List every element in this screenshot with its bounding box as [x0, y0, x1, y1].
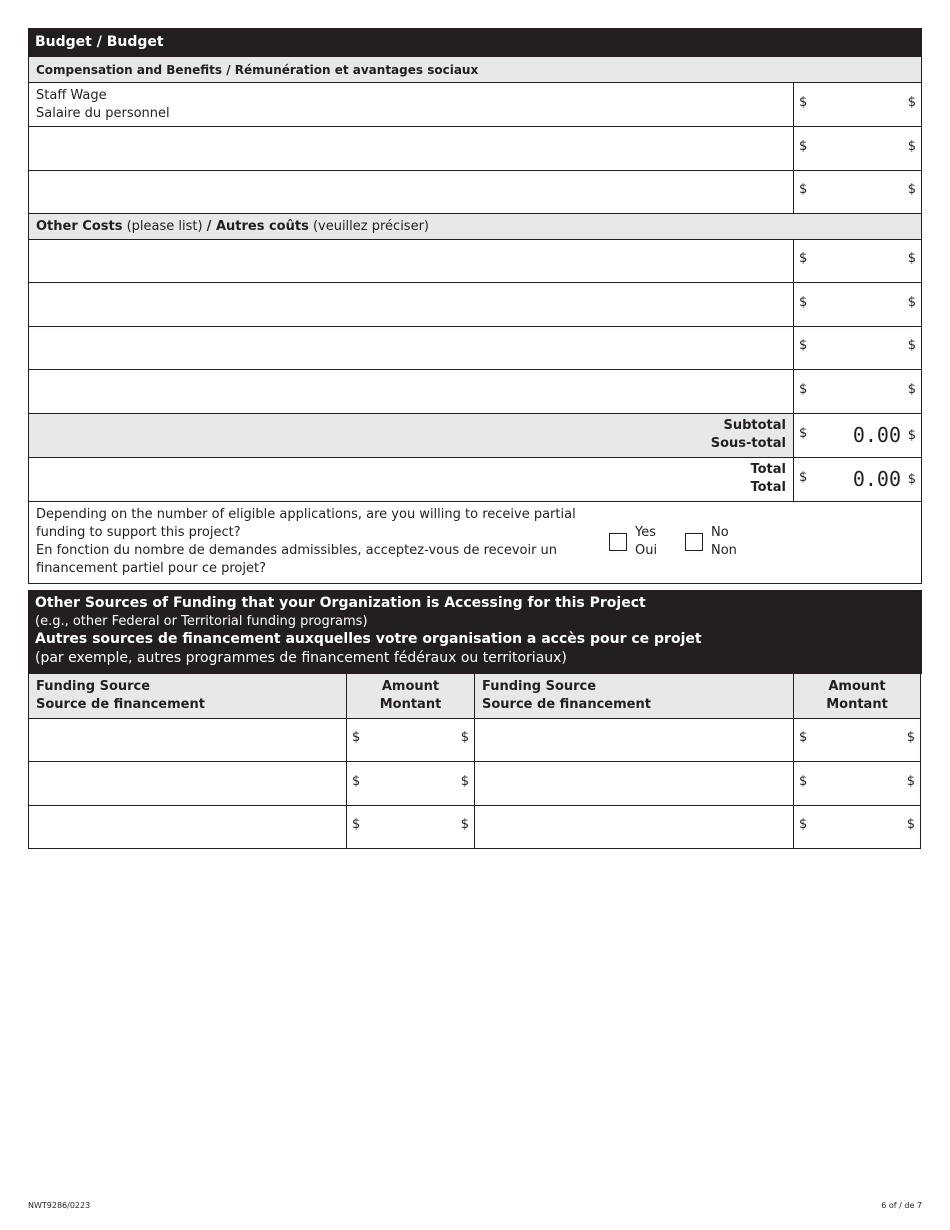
currency-symbol: $ — [460, 774, 469, 789]
page-number: 6 of / de 7 — [881, 1201, 922, 1210]
funding-amount-input[interactable] — [793, 761, 921, 806]
currency-symbol: $ — [352, 774, 361, 789]
currency-symbol: $ — [907, 382, 916, 397]
currency-symbol: $ — [799, 426, 808, 441]
subtotal-value: 0.00 — [852, 423, 901, 447]
currency-symbol: $ — [799, 817, 808, 832]
staff-wage-label — [28, 82, 794, 127]
compensation-amount-input[interactable] — [793, 126, 922, 171]
funding-amount-input[interactable] — [346, 805, 475, 849]
column-header-amount — [346, 673, 475, 719]
column-header-amount-fr: Montant — [826, 697, 888, 712]
funding-source-input[interactable] — [474, 805, 794, 849]
column-header-source — [28, 673, 347, 719]
total-label-en: Total — [750, 462, 786, 477]
column-header-source-fr: Source de financement — [482, 697, 651, 712]
currency-symbol: $ — [906, 774, 915, 789]
compensation-amount-input[interactable] — [793, 170, 922, 214]
budget-title: Budget / Budget — [28, 28, 922, 56]
other-costs-header — [28, 213, 922, 240]
total-label — [28, 457, 794, 502]
currency-symbol: $ — [460, 817, 469, 832]
compensation-header: Compensation and Benefits / Rémunération et avantages sociaux — [28, 56, 922, 83]
compensation-item-input[interactable] — [28, 170, 794, 214]
currency-symbol: $ — [907, 338, 916, 353]
currency-symbol: $ — [799, 251, 808, 266]
column-header-source-en: Funding Source — [36, 679, 151, 694]
other-sources-title-en: Other Sources of Funding that your Organization is Accessing for this Project — [35, 595, 646, 611]
column-header-source — [474, 673, 794, 719]
currency-symbol: $ — [907, 182, 916, 197]
question-fr-line1: En fonction du nombre de demandes admissibles, acceptez-vous de recevoir un — [36, 543, 558, 558]
other-cost-item-input[interactable] — [28, 239, 794, 283]
funding-source-input[interactable] — [474, 761, 794, 806]
currency-symbol: $ — [907, 295, 916, 310]
currency-symbol: $ — [799, 338, 808, 353]
other-cost-amount-input[interactable] — [793, 282, 922, 327]
staff-wage-label-en: Staff Wage — [36, 88, 107, 103]
other-cost-item-input[interactable] — [28, 282, 794, 327]
total-value: 0.00 — [852, 467, 901, 491]
funding-source-input[interactable] — [28, 718, 347, 762]
column-header-source-fr: Source de financement — [36, 697, 205, 712]
funding-amount-input[interactable] — [793, 805, 921, 849]
currency-symbol: $ — [907, 95, 916, 110]
other-cost-item-input[interactable] — [28, 369, 794, 414]
other-cost-item-input[interactable] — [28, 326, 794, 370]
currency-symbol: $ — [799, 139, 808, 154]
question-en-line2: funding to support this project? — [36, 525, 241, 540]
funding-source-input[interactable] — [28, 761, 347, 806]
subtotal-label-en: Subtotal — [723, 418, 786, 433]
yes-label-en: Yes — [635, 525, 656, 540]
form-id: NWT9286/0223 — [28, 1201, 91, 1210]
other-cost-amount-input[interactable] — [793, 326, 922, 370]
subtotal-label — [28, 413, 794, 458]
no-label-en: No — [711, 525, 729, 540]
other-costs-title-fr: / Autres coûts — [206, 219, 309, 234]
compensation-item-input[interactable] — [28, 126, 794, 171]
funding-amount-input[interactable] — [793, 718, 921, 762]
no-label — [711, 524, 737, 560]
currency-symbol: $ — [799, 470, 808, 485]
currency-symbol: $ — [799, 774, 808, 789]
column-header-source-en: Funding Source — [482, 679, 597, 694]
subtotal-label-fr: Sous-total — [710, 436, 786, 451]
funding-amount-input[interactable] — [346, 718, 475, 762]
partial-funding-text — [36, 506, 596, 578]
partial-funding-question — [28, 501, 922, 584]
other-cost-amount-input[interactable] — [793, 369, 922, 414]
funding-source-input[interactable] — [28, 805, 347, 849]
total-amount — [793, 457, 922, 502]
other-sources-title-fr: Autres sources de financement auxquelles votre organisation a accès pour ce projet — [35, 631, 702, 647]
question-en-line1: Depending on the number of eligible applications, are you willing to receive partial — [36, 507, 576, 522]
question-fr-line2: financement partiel pour ce projet? — [36, 561, 266, 576]
currency-symbol: $ — [906, 817, 915, 832]
currency-symbol: $ — [907, 472, 916, 487]
total-label-fr: Total — [750, 480, 786, 495]
no-checkbox[interactable] — [685, 533, 703, 551]
subtotal-amount — [793, 413, 922, 458]
no-label-fr: Non — [711, 543, 737, 558]
column-header-amount-en: Amount — [828, 679, 886, 694]
staff-wage-label-fr: Salaire du personnel — [36, 106, 170, 121]
currency-symbol: $ — [352, 730, 361, 745]
currency-symbol: $ — [799, 295, 808, 310]
staff-wage-amount[interactable] — [793, 82, 922, 127]
column-header-amount-en: Amount — [381, 679, 440, 694]
currency-symbol: $ — [906, 730, 915, 745]
currency-symbol: $ — [799, 730, 808, 745]
yes-label — [635, 524, 657, 560]
column-header-amount — [793, 673, 921, 719]
yes-checkbox[interactable] — [609, 533, 627, 551]
funding-amount-input[interactable] — [346, 761, 475, 806]
other-costs-note-fr: (veuillez préciser) — [308, 219, 429, 234]
other-costs-note-en: (please list) — [122, 219, 207, 234]
other-sources-header — [28, 590, 922, 674]
currency-symbol: $ — [460, 730, 469, 745]
other-sources-note-en: (e.g., other Federal or Territorial funding programs) — [35, 614, 368, 629]
other-cost-amount-input[interactable] — [793, 239, 922, 283]
currency-symbol: $ — [799, 182, 808, 197]
currency-symbol: $ — [799, 95, 808, 110]
other-costs-title-en: Other Costs — [36, 219, 123, 234]
other-sources-note-fr: (par exemple, autres programmes de financement fédéraux ou territoriaux) — [35, 650, 567, 666]
currency-symbol: $ — [352, 817, 361, 832]
currency-symbol: $ — [799, 382, 808, 397]
currency-symbol: $ — [907, 139, 916, 154]
yes-label-fr: Oui — [635, 543, 658, 558]
currency-symbol: $ — [907, 428, 916, 443]
funding-source-input[interactable] — [474, 718, 794, 762]
currency-symbol: $ — [907, 251, 916, 266]
column-header-amount-fr: Montant — [379, 697, 442, 712]
